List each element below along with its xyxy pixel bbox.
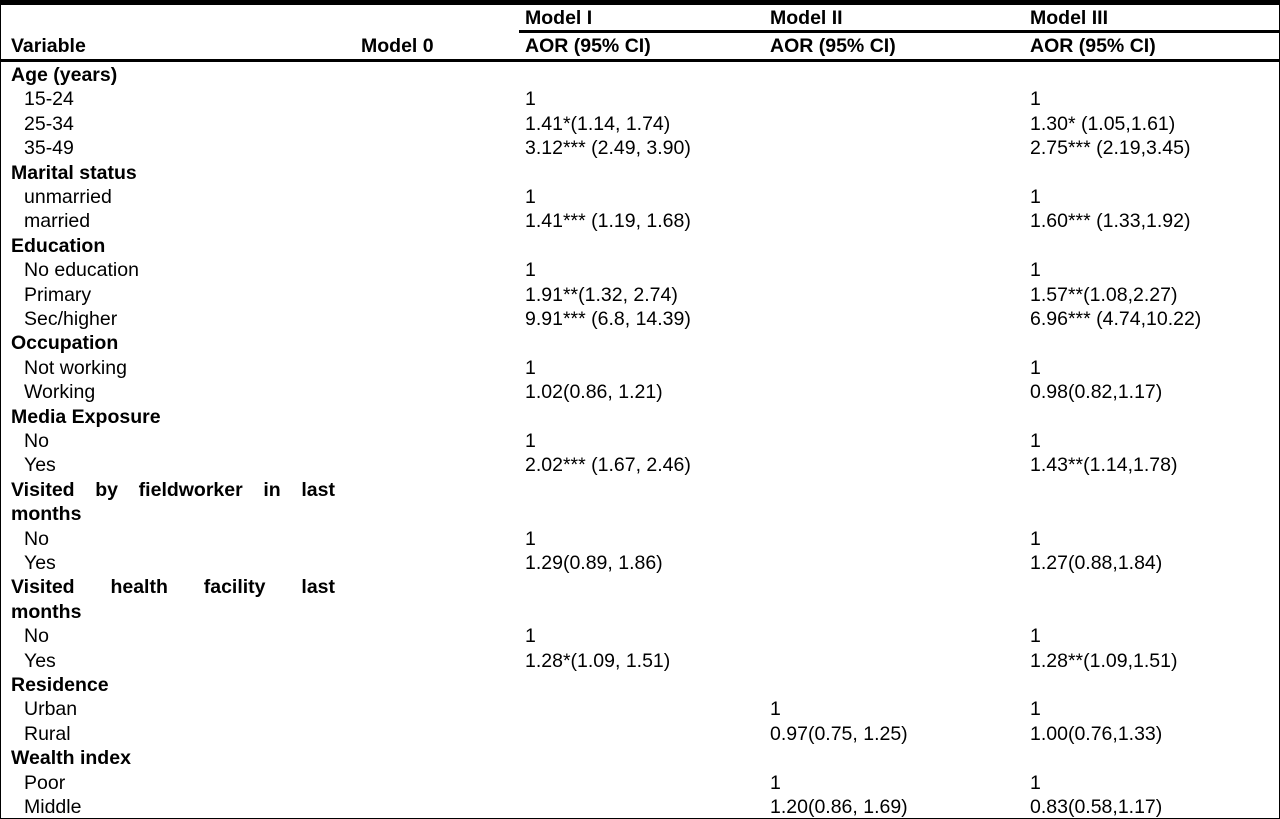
model0-header: Model 0 (361, 35, 434, 57)
cell-m1: 1.41*(1.14, 1.74) (525, 112, 671, 135)
cell-m2: 0.97(0.75, 1.25) (770, 722, 908, 745)
cell-m1: 9.91*** (6.8, 14.39) (525, 308, 691, 330)
cell-m3: 1.27(0.88,1.84) (1030, 552, 1163, 574)
cell-m1: 1.28*(1.09, 1.51) (525, 649, 671, 672)
group-label: Age (years) (11, 64, 118, 86)
cell-m3: 1 (1030, 88, 1041, 111)
row-label: Rural (24, 722, 71, 745)
header-top-rule (519, 30, 1280, 33)
cell-m2: 1.20(0.86, 1.69) (770, 796, 908, 818)
group-label: Visited by fieldworker in last (11, 478, 335, 501)
row-label: Sec/higher (24, 308, 118, 330)
group-label: months (11, 503, 82, 526)
group-label: Media Exposure (11, 405, 161, 428)
cell-m3: 1.30* (1.05,1.61) (1030, 112, 1176, 135)
row-label: No (24, 527, 49, 550)
cell-m1: 1 (525, 527, 536, 550)
cell-m1: 1 (525, 259, 536, 282)
row-label: Poor (24, 771, 66, 794)
row-label: Working (24, 381, 96, 404)
cell-m3: 1 (1030, 625, 1041, 648)
cell-m3: 0.83(0.58,1.17) (1030, 796, 1163, 818)
row-label: No education (24, 259, 139, 282)
header-bottom-rule (0, 59, 1280, 62)
row-label: No (24, 625, 49, 648)
model2-header: Model II (770, 7, 843, 29)
cell-m1: 3.12*** (2.49, 3.90) (525, 137, 691, 160)
aor2-header: AOR (95% CI) (770, 35, 896, 57)
cell-m3: 1.57**(1.08,2.27) (1030, 283, 1178, 306)
row-label: Yes (24, 552, 56, 574)
cell-m1: 1.41*** (1.19, 1.68) (525, 210, 691, 233)
row-label: 15-24 (24, 88, 74, 111)
group-label: Education (11, 234, 106, 257)
row-label: married (24, 210, 91, 233)
cell-m3: 1 (1030, 430, 1041, 452)
cell-m2: 1 (770, 698, 781, 721)
cell-m1: 1 (525, 88, 536, 111)
group-label: months (11, 600, 82, 623)
cell-m1: 1 (525, 356, 536, 379)
row-label: Yes (24, 454, 56, 477)
cell-m3: 1 (1030, 771, 1041, 794)
row-label: Yes (24, 649, 56, 672)
variable-header: Variable (11, 35, 86, 57)
row-label: 35-49 (24, 137, 74, 160)
cell-m3: 1 (1030, 259, 1041, 282)
cell-m1: 1.02(0.86, 1.21) (525, 381, 663, 404)
cell-m1: 1.91**(1.32, 2.74) (525, 283, 678, 306)
cell-m3: 1 (1030, 698, 1041, 721)
aor1-header: AOR (95% CI) (525, 35, 651, 57)
row-label: Middle (24, 796, 82, 818)
cell-m3: 0.98(0.82,1.17) (1030, 381, 1163, 404)
cell-m1: 1.29(0.89, 1.86) (525, 552, 663, 574)
row-label: Not working (24, 356, 127, 379)
cell-m3: 1 (1030, 527, 1041, 550)
row-label: Urban (24, 698, 78, 721)
row-label: unmarried (24, 186, 112, 208)
cell-m1: 2.02*** (1.67, 2.46) (525, 454, 691, 477)
model1-header: Model I (525, 7, 593, 29)
cell-m3: 6.96*** (4.74,10.22) (1030, 308, 1202, 330)
aor3-header: AOR (95% CI) (1030, 35, 1156, 57)
cell-m3: 1 (1030, 186, 1041, 208)
model3-header: Model III (1030, 7, 1108, 29)
cell-m3: 1.28**(1.09,1.51) (1030, 649, 1178, 672)
row-label: 25-34 (24, 112, 74, 135)
group-label: Marital status (11, 161, 137, 184)
cell-m3: 1.43**(1.14,1.78) (1030, 454, 1178, 477)
cell-m2: 1 (770, 771, 781, 794)
cell-m1: 1 (525, 430, 536, 452)
cell-m3: 1 (1030, 356, 1041, 379)
group-label: Wealth index (11, 747, 131, 770)
group-label: Residence (11, 674, 109, 696)
row-label: Primary (24, 283, 92, 306)
group-label: Visited health facility last (11, 576, 335, 599)
cell-m3: 2.75*** (2.19,3.45) (1030, 137, 1191, 160)
cell-m3: 1.00(0.76,1.33) (1030, 722, 1163, 745)
group-label: Occupation (11, 332, 119, 355)
cell-m1: 1 (525, 186, 536, 208)
cell-m1: 1 (525, 625, 536, 648)
cell-m3: 1.60*** (1.33,1.92) (1030, 210, 1191, 233)
row-label: No (24, 430, 49, 452)
